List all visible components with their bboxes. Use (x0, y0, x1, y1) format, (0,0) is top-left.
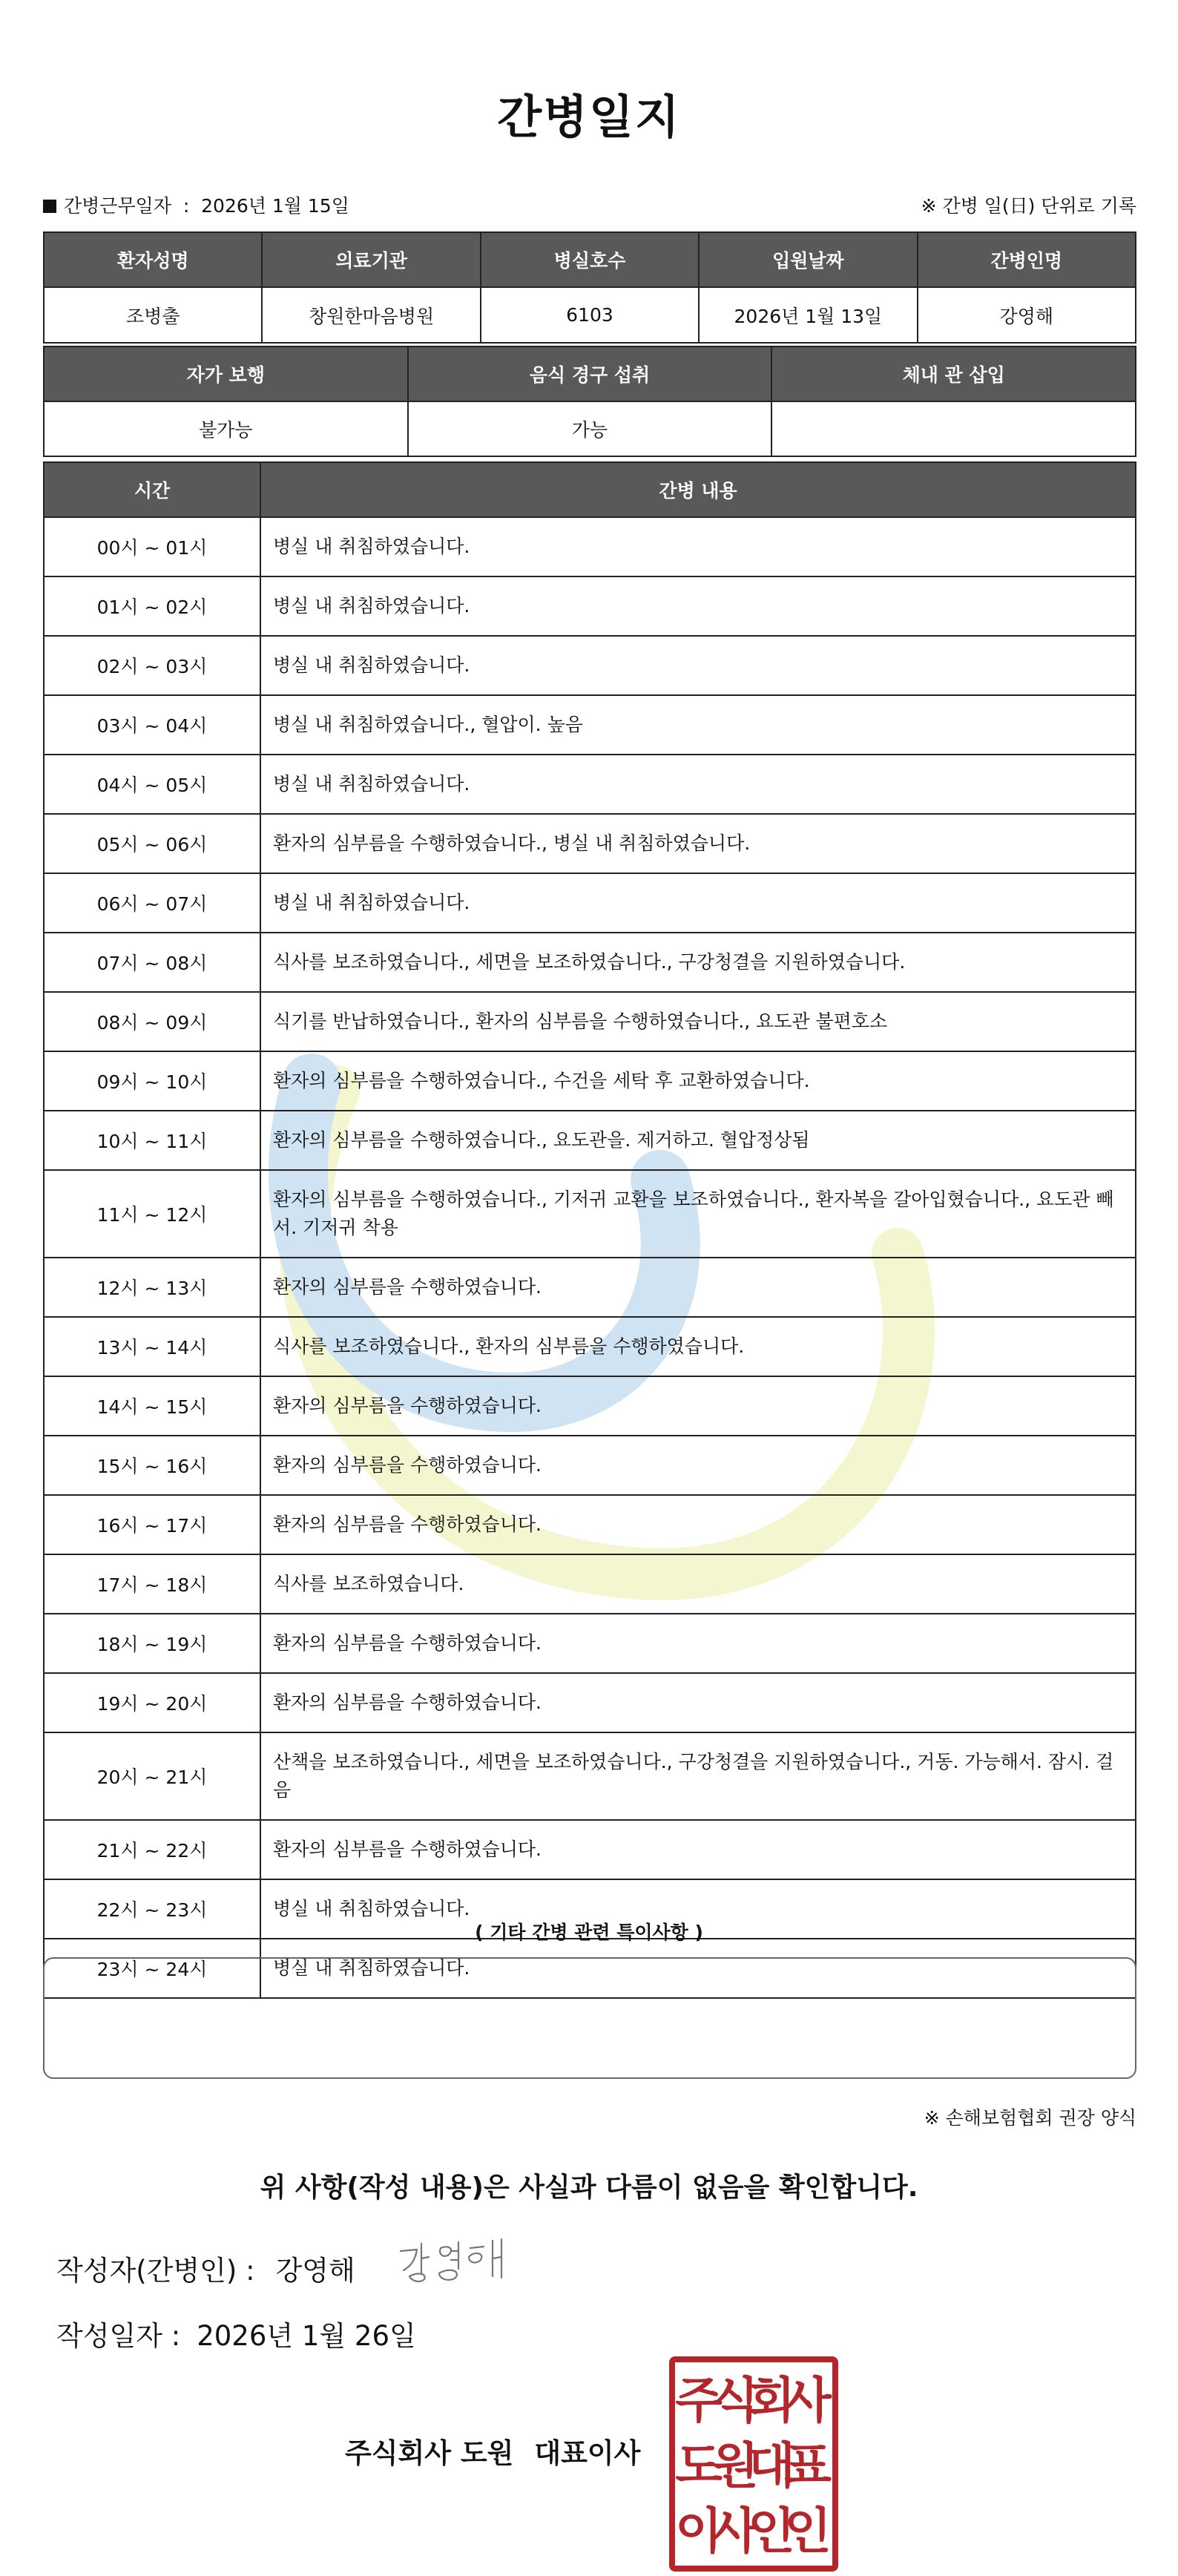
care-content: 환자의 심부름을 수행하였습니다., 병실 내 취침하였습니다. (260, 814, 1136, 873)
svg-text:회: 회 (748, 2372, 795, 2429)
self-walking: 불가능 (44, 401, 408, 456)
writer-name: 강영해 (275, 2255, 355, 2287)
svg-text:대: 대 (748, 2437, 795, 2494)
written-date-label: 작성일자 : (56, 2320, 181, 2352)
table-row (44, 1317, 1136, 1376)
hospital: 창원한마음병원 (262, 287, 480, 343)
svg-text:인: 인 (748, 2503, 795, 2560)
patient-name: 조병출 (44, 287, 262, 343)
care-content: 환자의 심부름을 수행하였습니다. (260, 1673, 1136, 1732)
time-slot: 09시 ~ 10시 (44, 1051, 260, 1111)
patient-status-value-row (44, 401, 1136, 456)
care-content: 병실 내 취침하였습니다. (260, 1939, 1136, 1998)
table-row (44, 1258, 1136, 1317)
table-row (44, 755, 1136, 814)
oral-intake: 가능 (408, 401, 772, 456)
patient-status-header-row (44, 346, 1136, 401)
table-row (44, 1051, 1136, 1111)
header-hospital: 의료기관 (262, 232, 480, 287)
time-slot: 23시 ~ 24시 (44, 1939, 260, 1998)
time-slot: 17시 ~ 18시 (44, 1554, 260, 1614)
header-time: 시간 (44, 462, 260, 517)
table-row (44, 1820, 1136, 1879)
care-content: 식사를 보조하였습니다., 세면을 보조하였습니다., 구강청결을 지원하였습니다. (260, 933, 1136, 992)
care-content: 환자의 심부름을 수행하였습니다. (260, 1614, 1136, 1673)
confirmation-statement: 위 사항(작성 내용)은 사실과 다름이 없음을 확인합니다. (260, 2172, 918, 2203)
care-content: 병실 내 취침하였습니다., 혈압이. 높음 (260, 695, 1136, 755)
time-slot: 20시 ~ 21시 (44, 1732, 260, 1820)
document-title: 간병일지 (497, 90, 681, 144)
care-content: 환자의 심부름을 수행하였습니다., 수건을 세탁 후 교환하였습니다. (260, 1051, 1136, 1111)
time-slot: 08시 ~ 09시 (44, 992, 260, 1051)
patient-info-value-row (44, 287, 1136, 343)
meta-row (43, 191, 1136, 221)
care-content: 병실 내 취침하였습니다. (260, 755, 1136, 814)
table-row (44, 695, 1136, 755)
header-oral-intake: 음식 경구 섭취 (408, 346, 772, 401)
time-slot: 14시 ~ 15시 (44, 1376, 260, 1436)
table-row (44, 1376, 1136, 1436)
form-source-note: ※ 손해보험협회 권장 양식 (924, 2107, 1136, 2129)
table-row (44, 992, 1136, 1051)
care-log-header-row (44, 462, 1136, 517)
caregiver-name: 강영해 (918, 287, 1136, 343)
writer-line (56, 2248, 355, 2288)
special-notes-box (43, 1957, 1136, 2079)
care-log-table (43, 461, 1136, 1999)
svg-text:원: 원 (711, 2437, 759, 2494)
svg-text:식: 식 (711, 2372, 759, 2429)
work-date-separator: : (182, 195, 190, 217)
time-slot: 19시 ~ 20시 (44, 1673, 260, 1732)
time-slot: 03시 ~ 04시 (44, 695, 260, 755)
care-content: 환자의 심부름을 수행하였습니다. (260, 1820, 1136, 1879)
table-row (44, 517, 1136, 576)
time-slot: 10시 ~ 11시 (44, 1111, 260, 1170)
tube-insertion (771, 401, 1136, 456)
writer-label: 작성자(간병인) : (56, 2255, 255, 2287)
time-slot: 21시 ~ 22시 (44, 1820, 260, 1879)
care-content: 병실 내 취침하였습니다. (260, 517, 1136, 576)
table-row (44, 1111, 1136, 1170)
table-row (44, 1614, 1136, 1673)
record-unit-note: ※ 간병 일(日) 단위로 기록 (921, 195, 1136, 217)
svg-text:주: 주 (675, 2372, 723, 2429)
header-care-content: 간병 내용 (260, 462, 1136, 517)
care-content: 병실 내 취침하였습니다. (260, 636, 1136, 695)
admission-date: 2026년 1월 13일 (699, 287, 917, 343)
care-content: 병실 내 취침하였습니다. (260, 576, 1136, 636)
square-bullet-icon (43, 200, 56, 213)
care-content: 식기를 반납하였습니다., 환자의 심부름을 수행하였습니다., 요도관 불편호소 (260, 992, 1136, 1051)
time-slot: 15시 ~ 16시 (44, 1436, 260, 1495)
table-row (44, 576, 1136, 636)
time-slot: 12시 ~ 13시 (44, 1258, 260, 1317)
table-row (44, 1495, 1136, 1554)
care-content: 환자의 심부름을 수행하였습니다. (260, 1436, 1136, 1495)
time-slot: 16시 ~ 17시 (44, 1495, 260, 1554)
table-row (44, 873, 1136, 933)
table-row (44, 933, 1136, 992)
handwritten-signature (395, 2235, 521, 2287)
room-number: 6103 (481, 287, 699, 343)
company-name: 주식회사 도원 (345, 2437, 514, 2469)
patient-info-header-row (44, 232, 1136, 287)
svg-text:사: 사 (784, 2372, 832, 2429)
company-role: 대표이사 (534, 2437, 641, 2469)
svg-text:사: 사 (711, 2503, 759, 2560)
header-tube-insertion: 체내 관 삽입 (771, 346, 1136, 401)
table-row (44, 1732, 1136, 1820)
care-content: 환자의 심부름을 수행하였습니다. (260, 1376, 1136, 1436)
written-date-line (56, 2313, 416, 2353)
company-seal-stamp (669, 2356, 838, 2572)
time-slot: 02시 ~ 03시 (44, 636, 260, 695)
care-content: 환자의 심부름을 수행하였습니다., 기저귀 교환을 보조하였습니다., 환자복을 갈아입혔습니다., 요도관 빼서. 기저귀 착용 (260, 1170, 1136, 1258)
table-row (44, 1673, 1136, 1732)
patient-info-table (43, 231, 1136, 344)
care-content: 식사를 보조하였습니다. (260, 1554, 1136, 1614)
svg-text:이: 이 (675, 2503, 723, 2560)
care-content: 병실 내 취침하였습니다. (260, 873, 1136, 933)
header-caregiver-name: 간병인명 (918, 232, 1136, 287)
time-slot: 01시 ~ 02시 (44, 576, 260, 636)
svg-text:인: 인 (784, 2503, 832, 2560)
table-row (44, 1170, 1136, 1258)
header-self-walking: 자가 보행 (44, 346, 408, 401)
table-row (44, 1436, 1136, 1495)
table-row (44, 1554, 1136, 1614)
header-patient-name: 환자성명 (44, 232, 262, 287)
time-slot: 13시 ~ 14시 (44, 1317, 260, 1376)
patient-status-table (43, 346, 1136, 457)
time-slot: 04시 ~ 05시 (44, 755, 260, 814)
time-slot: 11시 ~ 12시 (44, 1170, 260, 1258)
time-slot: 00시 ~ 01시 (44, 517, 260, 576)
svg-text:표: 표 (784, 2437, 832, 2494)
header-room-number: 병실호수 (481, 232, 699, 287)
time-slot: 05시 ~ 06시 (44, 814, 260, 873)
svg-text:도: 도 (675, 2437, 723, 2494)
care-content: 환자의 심부름을 수행하였습니다. (260, 1495, 1136, 1554)
time-slot: 06시 ~ 07시 (44, 873, 260, 933)
work-date-value: 2026년 1월 15일 (201, 195, 349, 217)
care-content: 병실 내 취침하였습니다. (260, 1879, 1136, 1939)
company-line (345, 2431, 640, 2471)
care-content: 산책을 보조하였습니다., 세면을 보조하였습니다., 구강청결을 지원하였습니다., 거동. 가능해서. 잠시. 걸음 (260, 1732, 1136, 1820)
time-slot: 22시 ~ 23시 (44, 1879, 260, 1939)
care-content: 환자의 심부름을 수행하였습니다. (260, 1258, 1136, 1317)
time-slot: 07시 ~ 08시 (44, 933, 260, 992)
header-admission-date: 입원날짜 (699, 232, 917, 287)
work-date-label: 간병근무일자 (64, 195, 171, 217)
care-content: 식사를 보조하였습니다., 환자의 심부름을 수행하였습니다. (260, 1317, 1136, 1376)
work-date (43, 191, 349, 218)
time-slot: 18시 ~ 19시 (44, 1614, 260, 1673)
table-row (44, 636, 1136, 695)
table-row (44, 814, 1136, 873)
care-content: 환자의 심부름을 수행하였습니다., 요도관을. 제거하고. 혈압정상됨 (260, 1111, 1136, 1170)
written-date-value: 2026년 1월 26일 (197, 2320, 416, 2352)
special-notes-title: ( 기타 간병 관련 특이사항 ) (475, 1922, 703, 1943)
